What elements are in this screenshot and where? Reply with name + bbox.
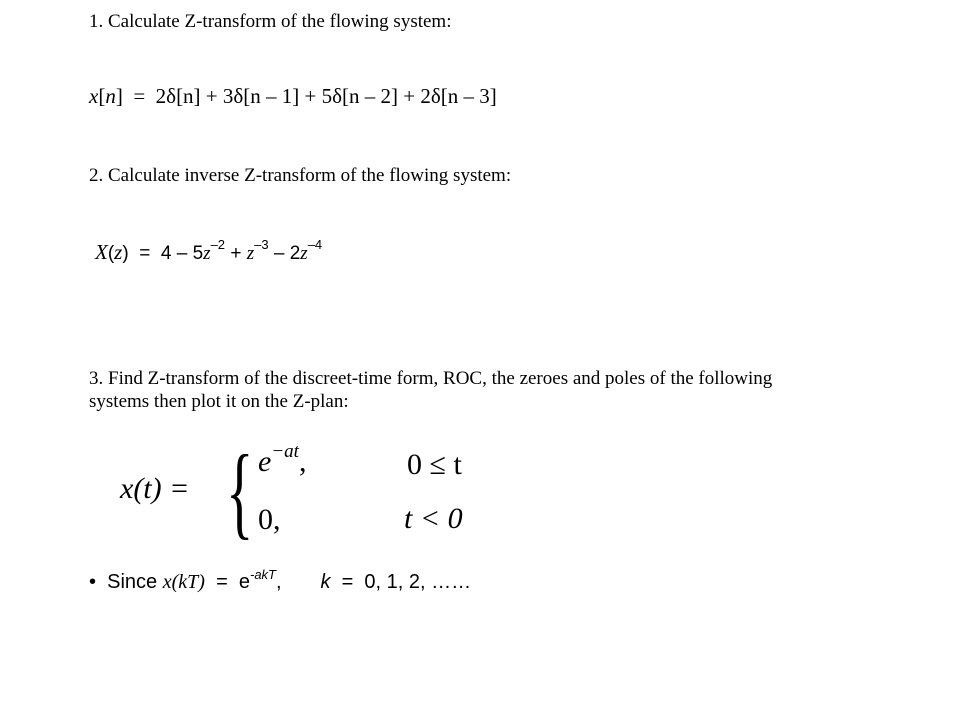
eq1-rhs: 2δ[n] + 3δ[n – 1] + 5δ[n – 2] + 2δ[n – 3] xyxy=(155,84,497,108)
since-equals: = xyxy=(216,571,228,593)
since-e: e xyxy=(238,571,250,593)
since-values: 0, 1, 2, …… xyxy=(364,571,472,593)
eq2-z1: z xyxy=(203,243,211,264)
eq1-lhs-index: n xyxy=(105,84,116,108)
since-label: Since xyxy=(107,571,158,593)
eq1-equals: = xyxy=(133,84,146,108)
eq2-z3: z xyxy=(300,243,308,264)
eq2-lhs-var: X xyxy=(95,240,108,264)
since-bullet-line xyxy=(89,567,472,594)
question-3-line-2: systems then plot it on the Z-plan: xyxy=(89,391,349,412)
question-2-text: 2. Calculate inverse Z-transform of the flowing system: xyxy=(89,165,512,186)
question-1-equation: x[n] = 2δ[n] + 3δ[n – 1] + 5δ[n – 2] + 2δ[n – 3] xyxy=(89,84,497,108)
question-1-text: 1. Calculate Z-transform of the flowing system: xyxy=(89,11,452,32)
bullet-icon: • xyxy=(89,571,97,593)
eq2-lhs-arg: z xyxy=(114,240,123,264)
eq2-exp2: –3 xyxy=(254,237,269,252)
piecewise-case-2-expr: 0, xyxy=(258,503,281,536)
case1-comma: , xyxy=(298,445,307,478)
piecewise-lhs-text: x(t) = xyxy=(120,472,190,505)
left-brace-icon: { xyxy=(226,434,254,549)
since-exponent: -akT xyxy=(250,567,276,582)
piecewise-case-2-cond: t < 0 xyxy=(404,502,463,535)
case1-exponent: −at xyxy=(271,441,299,462)
since-xkt: x(kT) xyxy=(162,571,205,593)
question-2-equation: $X(z) = 4 - 5z^{-2} + z^{-3} - 2z^{-4}$ xyxy=(95,237,323,264)
eq1-lhs-var: x xyxy=(89,84,99,108)
eq2-z2: z xyxy=(246,243,255,264)
eq2-minus-term: – 2 xyxy=(273,243,301,264)
piecewise-lhs xyxy=(120,472,189,506)
since-k: k xyxy=(320,571,331,593)
eq2-equals: = xyxy=(139,243,151,264)
question-3-line-1: 3. Find Z-transform of the discreet-time form, ROC, the zeroes and poles of the following xyxy=(89,368,773,389)
eq2-term1: 4 – 5 xyxy=(160,243,204,264)
eq2-exp3: –4 xyxy=(307,237,323,252)
since-comma: , xyxy=(276,571,282,593)
eq2-exp1: –2 xyxy=(210,237,226,252)
piecewise-case-1-expr xyxy=(258,441,307,479)
since-equals-2: = xyxy=(341,571,354,593)
case1-base: e xyxy=(258,445,272,478)
eq2-plus: + xyxy=(230,243,242,264)
piecewise-case-1-cond: 0 ≤ t xyxy=(407,448,462,481)
